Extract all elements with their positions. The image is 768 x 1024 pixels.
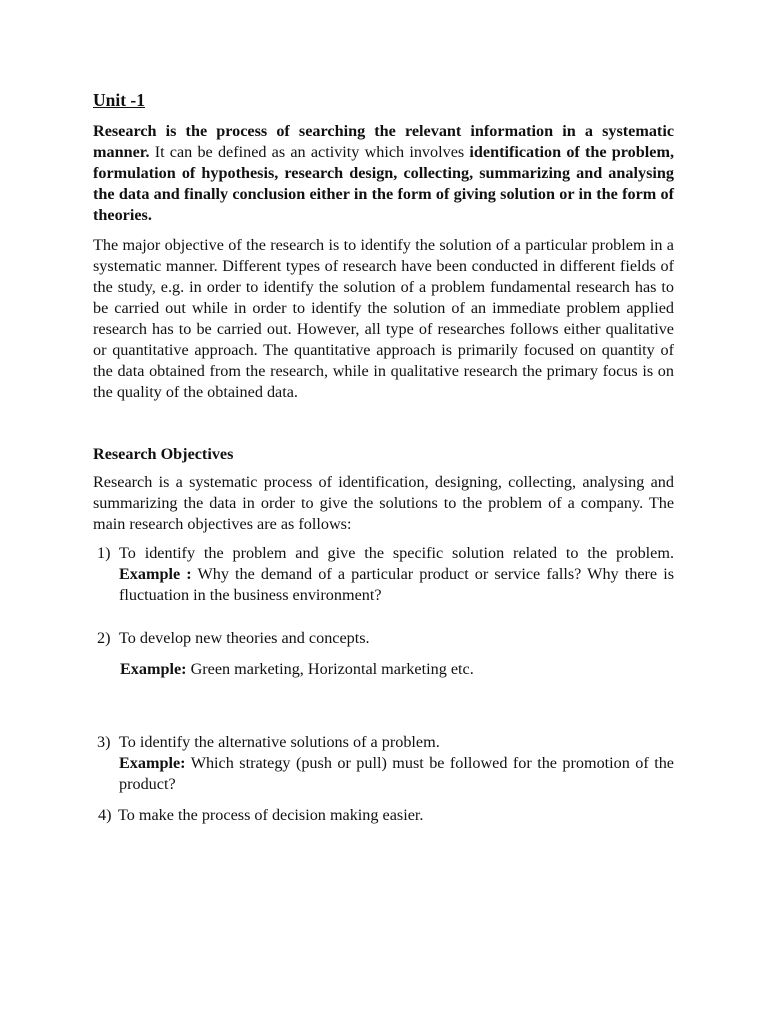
intro-paragraph	[93, 121, 674, 226]
list-item-text: To develop new theories and concepts.	[119, 629, 370, 647]
list-item-number: 4)	[98, 806, 112, 824]
list-item	[93, 805, 674, 826]
unit-title: Unit -1	[93, 90, 146, 110]
list-item	[93, 732, 674, 795]
intro-bold-lead: Research is the process of searching the relevant information in a systematic manner.	[93, 122, 674, 161]
list-item-text: To identify the problem and give the specific solution related to the problem.	[119, 544, 674, 562]
objectives-intro: Research is a systematic process of identification, designing, collecting, analysing and summarizing the data in order to give the solutions to the problem of a company. The main research objectives are as follows:	[93, 473, 674, 533]
list-item-text: To make the process of decision making easier.	[118, 806, 424, 824]
example-text: Which strategy (push or pull) must be followed for the promotion of the product?	[119, 754, 674, 793]
list-item	[93, 628, 674, 649]
objective-paragraph: The major objective of the research is to identify the solution of a particular problem in a systematic manner. Different types of research have been conducted in different fields of the study, e.g. in order to identify the solution of a problem fundamental research has to be carried out while in order to identify the solution of an immediate problem applied research has to be carried out. However, all type of researches follows either qualitative or quantitative approach. The quantitative approach is primarily focused on quantity of the data obtained from the research, while in qualitative research the primary focus is on the quality of the obtained data.	[93, 236, 674, 401]
example-label: Example:	[119, 754, 186, 772]
example-label: Example:	[120, 660, 187, 678]
list-item-number: 2)	[97, 629, 111, 647]
intro-text: It can be defined as an activity which involves	[149, 143, 470, 161]
intro-bold-tail: identification of the problem, formulation of hypothesis, research design, collecting, summarizing and analysing the data and finally conclusion either in the form of giving solution or in the form of theories.	[93, 143, 674, 224]
document-page	[93, 88, 674, 826]
list-item-number: 1)	[97, 544, 111, 562]
example-text: Why the demand of a particular product or service falls? Why there is fluctuation in the business environment?	[119, 565, 674, 604]
example-label: Example :	[119, 565, 192, 583]
section-heading: Research Objectives	[93, 445, 234, 463]
list-item	[93, 543, 674, 606]
list-item-number: 3)	[97, 733, 111, 751]
list-item-text: To identify the alternative solutions of a problem.	[119, 733, 440, 751]
example-text: Green marketing, Horizontal marketing etc.	[186, 660, 474, 678]
list-item-example	[93, 659, 674, 680]
